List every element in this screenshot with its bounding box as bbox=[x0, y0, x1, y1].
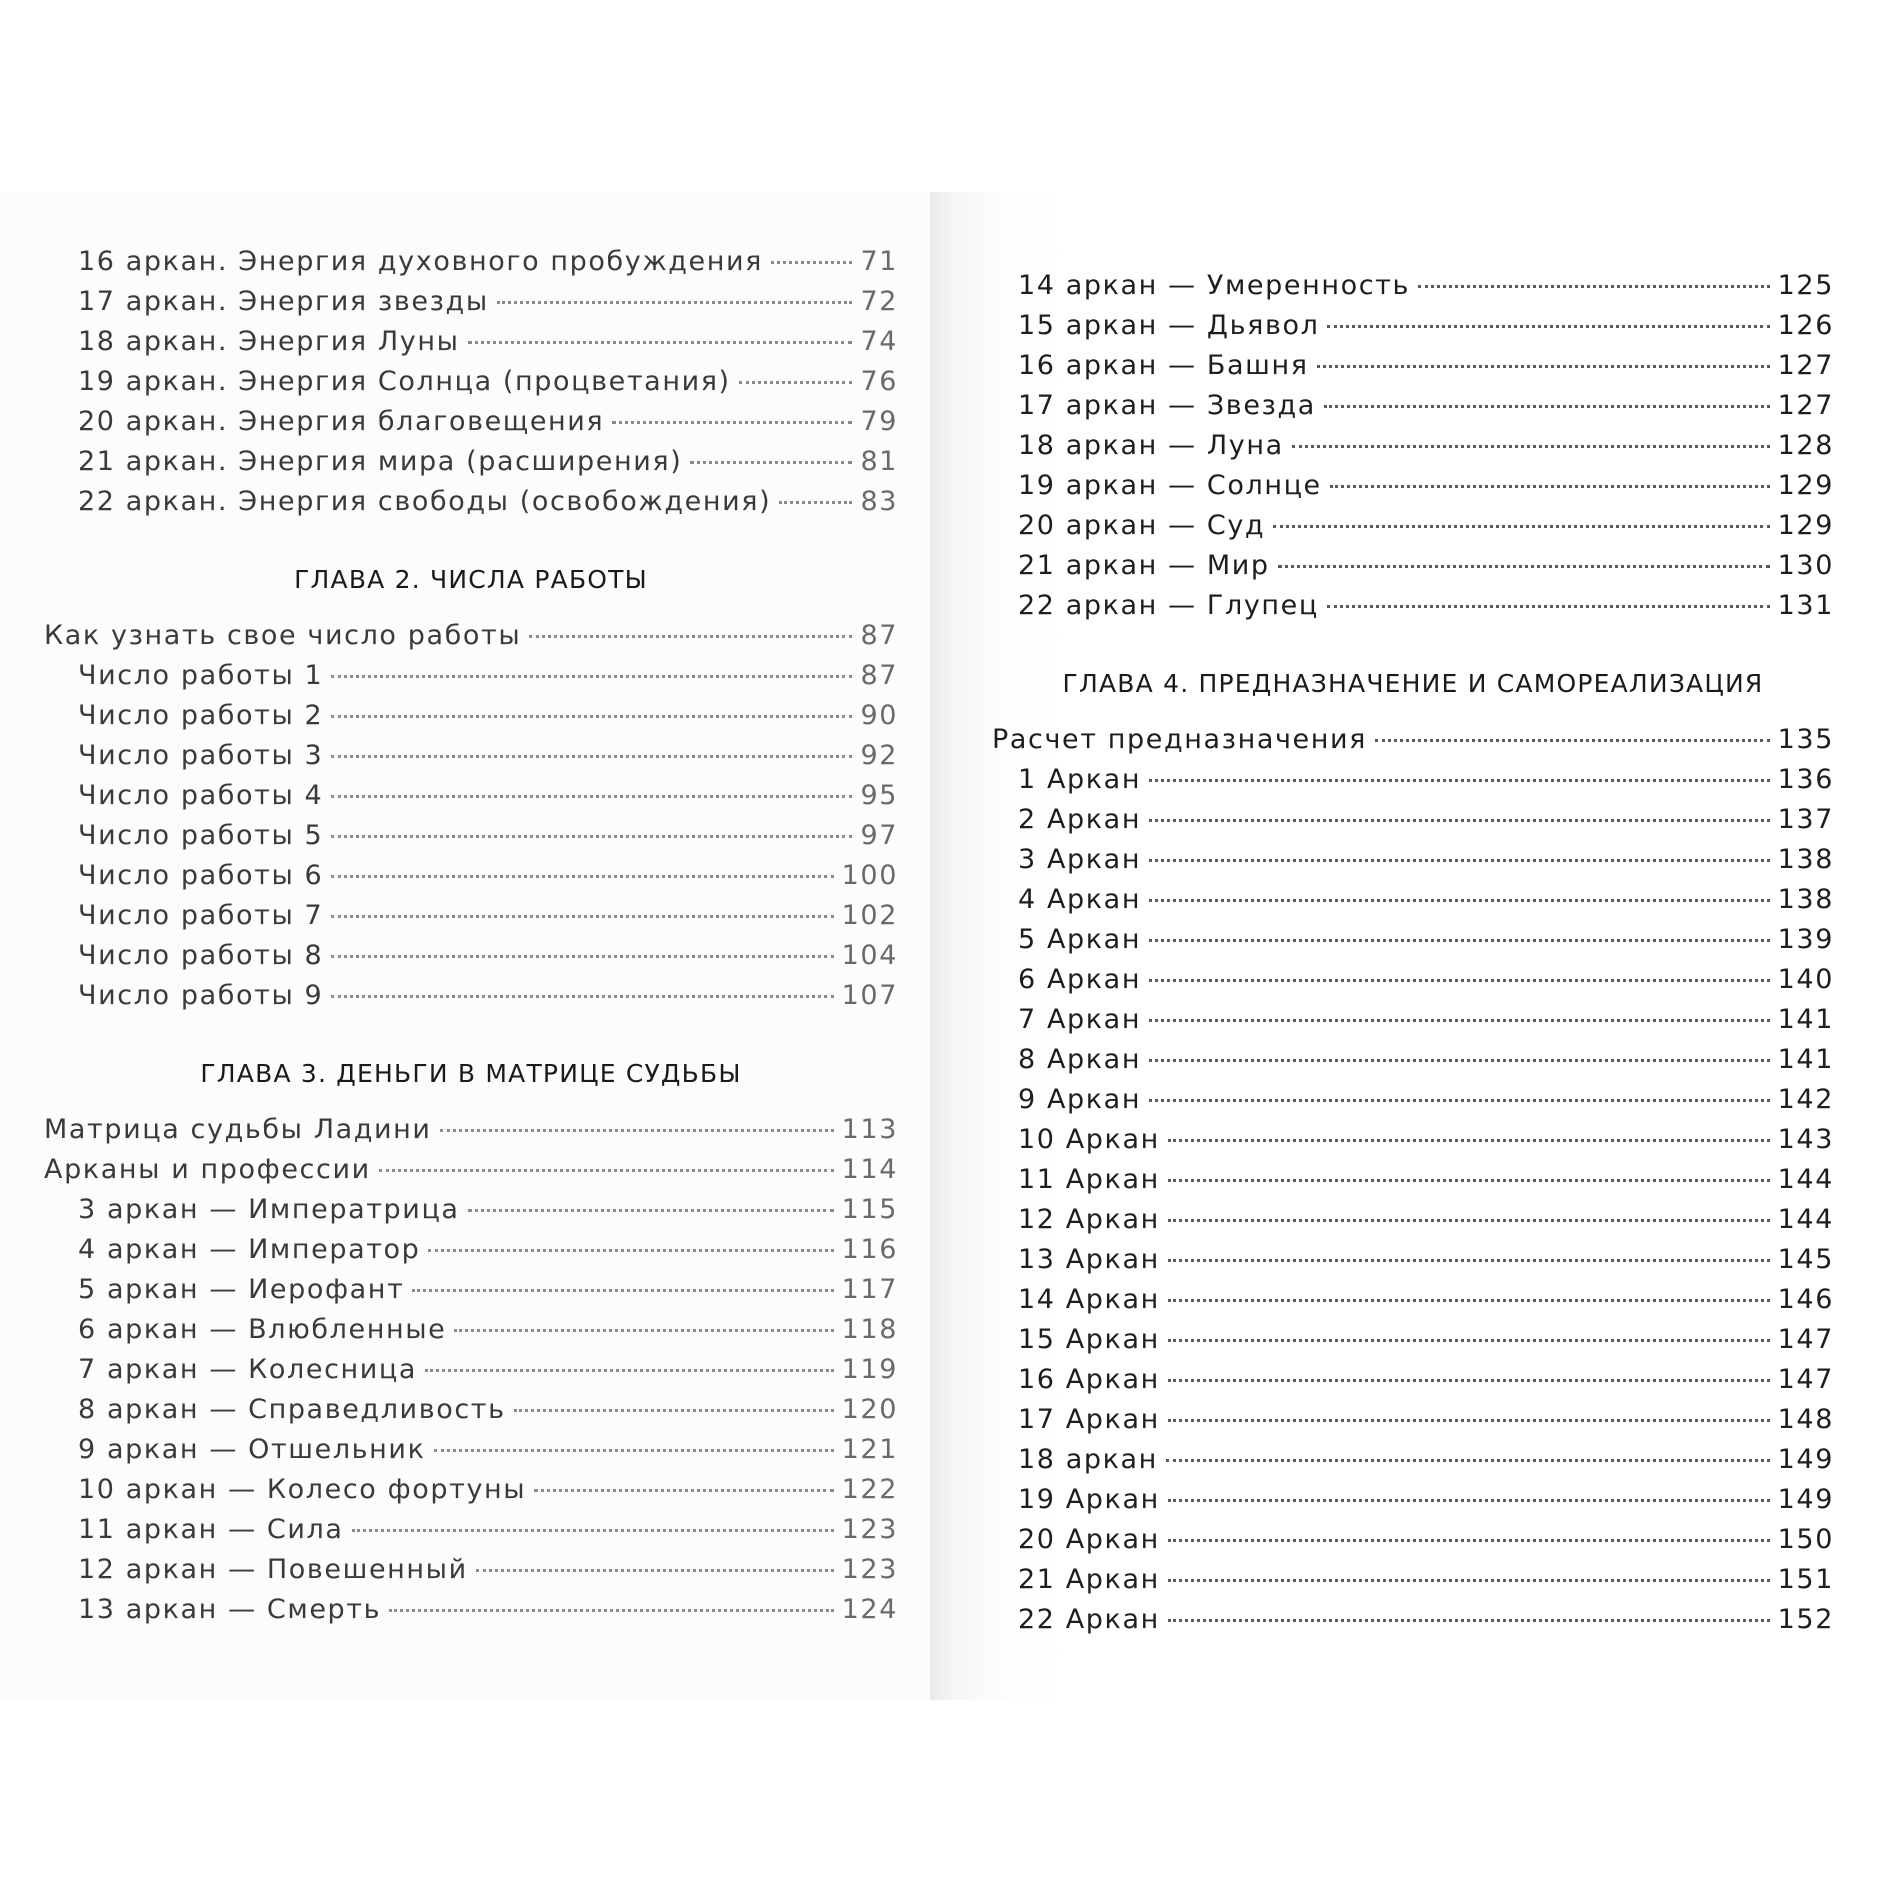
toc-entry-title: 15 Аркан bbox=[1018, 1324, 1160, 1355]
toc-entry-title: Число работы 9 bbox=[78, 980, 324, 1011]
dot-leader bbox=[1166, 1459, 1770, 1462]
toc-entry-page-number: 122 bbox=[841, 1474, 898, 1505]
toc-entry-page-number: 131 bbox=[1777, 590, 1834, 621]
dot-leader bbox=[1273, 525, 1769, 528]
dot-leader bbox=[1149, 859, 1770, 862]
toc-entry[interactable] bbox=[44, 1194, 898, 1234]
toc-entry-title: 1 Аркан bbox=[1018, 764, 1142, 795]
toc-entry-page-number: 149 bbox=[1777, 1484, 1834, 1515]
toc-entry-title: Число работы 7 bbox=[78, 900, 324, 931]
toc-entry-page-number: 138 bbox=[1777, 884, 1834, 915]
toc-entry-page-number: 121 bbox=[841, 1434, 898, 1465]
toc-entry-page-number: 79 bbox=[860, 406, 898, 437]
toc-entry[interactable] bbox=[44, 900, 898, 940]
dot-leader bbox=[389, 1609, 834, 1612]
dot-leader bbox=[534, 1489, 833, 1492]
toc-entry[interactable] bbox=[992, 804, 1834, 844]
dot-leader bbox=[1168, 1339, 1770, 1342]
toc-entry-page-number: 146 bbox=[1777, 1284, 1834, 1315]
toc-entry[interactable] bbox=[992, 350, 1834, 390]
toc-entry-page-number: 113 bbox=[841, 1114, 898, 1145]
toc-entry[interactable] bbox=[44, 740, 898, 780]
toc-entry[interactable] bbox=[44, 1554, 898, 1594]
toc-entry-title: 12 Аркан bbox=[1018, 1204, 1160, 1235]
toc-entry-page-number: 107 bbox=[841, 980, 898, 1011]
toc-entry-page-number: 147 bbox=[1777, 1364, 1834, 1395]
toc-entry[interactable] bbox=[44, 1514, 898, 1554]
toc-entry-title: 13 аркан — Смерть bbox=[78, 1594, 382, 1625]
toc-entry[interactable] bbox=[992, 1004, 1834, 1044]
dot-leader bbox=[771, 261, 852, 264]
toc-entry-page-number: 140 bbox=[1777, 964, 1834, 995]
toc-entry-page-number: 145 bbox=[1777, 1244, 1834, 1275]
toc-entry-title: 16 аркан. Энергия духовного пробуждения bbox=[78, 246, 764, 277]
toc-entry[interactable] bbox=[44, 620, 898, 660]
toc-entry-title: 12 аркан — Повешенный bbox=[78, 1554, 468, 1585]
toc-entry-page-number: 119 bbox=[841, 1354, 898, 1385]
toc-entry[interactable] bbox=[44, 1394, 898, 1434]
toc-entry-title: 11 аркан — Сила bbox=[78, 1514, 344, 1545]
dot-leader bbox=[1168, 1539, 1770, 1542]
dot-leader bbox=[476, 1569, 834, 1572]
dot-leader bbox=[779, 501, 852, 504]
toc-entry-page-number: 71 bbox=[860, 246, 898, 277]
toc-entry-page-number: 138 bbox=[1777, 844, 1834, 875]
toc-section-arcana-energies bbox=[44, 246, 898, 526]
toc-entry[interactable] bbox=[992, 510, 1834, 550]
toc-entry-title: 18 аркан. Энергия Луны bbox=[78, 326, 460, 357]
toc-entry[interactable] bbox=[992, 1444, 1834, 1484]
toc-entry[interactable] bbox=[992, 1044, 1834, 1084]
dot-leader bbox=[1149, 819, 1770, 822]
toc-entry-page-number: 72 bbox=[860, 286, 898, 317]
toc-entry-title: 2 Аркан bbox=[1018, 804, 1142, 835]
toc-entry-page-number: 148 bbox=[1777, 1404, 1834, 1435]
toc-entry-title: 16 Аркан bbox=[1018, 1364, 1160, 1395]
dot-leader bbox=[331, 795, 852, 798]
toc-entry-title: 8 Аркан bbox=[1018, 1044, 1142, 1075]
toc-entry[interactable] bbox=[992, 884, 1834, 924]
toc-entry[interactable] bbox=[992, 550, 1834, 590]
toc-entry-page-number: 137 bbox=[1777, 804, 1834, 835]
dot-leader bbox=[1168, 1579, 1770, 1582]
toc-entry-page-number: 139 bbox=[1777, 924, 1834, 955]
dot-leader bbox=[1149, 939, 1770, 942]
toc-entry-title: Как узнать свое число работы bbox=[44, 620, 522, 651]
toc-entry[interactable] bbox=[992, 310, 1834, 350]
toc-entry[interactable] bbox=[44, 246, 898, 286]
toc-entry-page-number: 149 bbox=[1777, 1444, 1834, 1475]
toc-entry[interactable] bbox=[992, 1204, 1834, 1244]
dot-leader bbox=[612, 421, 852, 424]
toc-entry[interactable] bbox=[44, 366, 898, 406]
toc-entry-title: Число работы 5 bbox=[78, 820, 324, 851]
dot-leader bbox=[1330, 485, 1770, 488]
dot-leader bbox=[468, 1209, 834, 1212]
toc-entry-title: 6 Аркан bbox=[1018, 964, 1142, 995]
toc-entry[interactable] bbox=[992, 1364, 1834, 1404]
toc-entry[interactable] bbox=[44, 1314, 898, 1354]
toc-entry[interactable] bbox=[44, 406, 898, 446]
dot-leader bbox=[1149, 899, 1770, 902]
toc-entry[interactable] bbox=[44, 1114, 898, 1154]
toc-entry[interactable] bbox=[992, 270, 1834, 310]
toc-entry[interactable] bbox=[44, 700, 898, 740]
toc-entry[interactable] bbox=[44, 820, 898, 860]
toc-entry[interactable] bbox=[44, 1274, 898, 1314]
toc-entry-page-number: 152 bbox=[1777, 1604, 1834, 1635]
toc-entry[interactable] bbox=[44, 660, 898, 700]
dot-leader bbox=[331, 675, 852, 678]
toc-entry-page-number: 87 bbox=[860, 620, 898, 651]
dot-leader bbox=[1324, 405, 1770, 408]
toc-section-chapter-2 bbox=[44, 620, 898, 1020]
toc-entry[interactable] bbox=[992, 1284, 1834, 1324]
toc-entry-title: 3 аркан — Императрица bbox=[78, 1194, 460, 1225]
toc-entry-page-number: 74 bbox=[860, 326, 898, 357]
toc-entry-page-number: 104 bbox=[841, 940, 898, 971]
toc-entry[interactable] bbox=[992, 964, 1834, 1004]
dot-leader bbox=[454, 1329, 833, 1332]
toc-entry-page-number: 141 bbox=[1777, 1044, 1834, 1075]
toc-entry-title: Число работы 6 bbox=[78, 860, 324, 891]
toc-entry-title: 21 Аркан bbox=[1018, 1564, 1160, 1595]
toc-entry-title: Число работы 8 bbox=[78, 940, 324, 971]
toc-entry-title: 3 Аркан bbox=[1018, 844, 1142, 875]
toc-entry-page-number: 128 bbox=[1777, 430, 1834, 461]
toc-entry[interactable] bbox=[992, 764, 1834, 804]
toc-entry-page-number: 142 bbox=[1777, 1084, 1834, 1115]
dot-leader bbox=[1168, 1219, 1770, 1222]
chapter-4-heading: ГЛАВА 4. ПРЕДНАЗНАЧЕНИЕ И САМОРЕАЛИЗАЦИЯ bbox=[1062, 669, 1764, 698]
toc-section-chapter-3 bbox=[44, 1114, 898, 1634]
dot-leader bbox=[529, 635, 852, 638]
toc-entry-page-number: 136 bbox=[1777, 764, 1834, 795]
toc-entry-page-number: 125 bbox=[1777, 270, 1834, 301]
toc-entry-page-number: 127 bbox=[1777, 350, 1834, 381]
dot-leader bbox=[1168, 1259, 1770, 1262]
toc-entry-page-number: 124 bbox=[841, 1594, 898, 1625]
toc-entry-page-number: 115 bbox=[841, 1194, 898, 1225]
toc-entry-page-number: 130 bbox=[1777, 550, 1834, 581]
toc-entry-title: 21 аркан. Энергия мира (расширения) bbox=[78, 446, 683, 477]
toc-entry-title: 9 аркан — Отшельник bbox=[78, 1434, 426, 1465]
toc-entry-title: Матрица судьбы Ладини bbox=[44, 1114, 432, 1145]
toc-entry-title: 4 Аркан bbox=[1018, 884, 1142, 915]
toc-entry-page-number: 100 bbox=[841, 860, 898, 891]
toc-entry[interactable] bbox=[44, 780, 898, 820]
toc-entry[interactable] bbox=[44, 1354, 898, 1394]
dot-leader bbox=[1149, 1059, 1770, 1062]
toc-entry[interactable] bbox=[992, 924, 1834, 964]
dot-leader bbox=[1292, 445, 1770, 448]
toc-right-page bbox=[930, 192, 1860, 1700]
toc-entry-title: 20 аркан — Суд bbox=[1018, 510, 1266, 541]
dot-leader bbox=[331, 955, 833, 958]
toc-entry-page-number: 141 bbox=[1777, 1004, 1834, 1035]
toc-entry-title: 17 аркан. Энергия звезды bbox=[78, 286, 489, 317]
toc-entry[interactable] bbox=[44, 980, 898, 1020]
toc-entry[interactable] bbox=[44, 1594, 898, 1634]
dot-leader bbox=[412, 1289, 833, 1292]
chapter-3-heading: ГЛАВА 3. ДЕНЬГИ В МАТРИЦЕ СУДЬБЫ bbox=[200, 1059, 742, 1088]
toc-entry-page-number: 135 bbox=[1777, 724, 1834, 755]
toc-entry-title: 9 Аркан bbox=[1018, 1084, 1142, 1115]
toc-entry-page-number: 95 bbox=[860, 780, 898, 811]
dot-leader bbox=[1278, 565, 1770, 568]
toc-entry[interactable] bbox=[992, 1084, 1834, 1124]
toc-entry-title: 18 аркан — Луна bbox=[1018, 430, 1284, 461]
dot-leader bbox=[352, 1529, 834, 1532]
toc-entry-page-number: 127 bbox=[1777, 390, 1834, 421]
toc-entry-title: 17 аркан — Звезда bbox=[1018, 390, 1316, 421]
toc-entry[interactable] bbox=[992, 590, 1834, 630]
toc-entry-page-number: 151 bbox=[1777, 1564, 1834, 1595]
dot-leader bbox=[379, 1169, 834, 1172]
toc-entry-title: Число работы 2 bbox=[78, 700, 324, 731]
dot-leader bbox=[1149, 1019, 1770, 1022]
toc-entry[interactable] bbox=[44, 486, 898, 526]
toc-entry-page-number: 97 bbox=[860, 820, 898, 851]
toc-entry[interactable] bbox=[44, 1154, 898, 1194]
toc-entry[interactable] bbox=[992, 470, 1834, 510]
toc-entry-title: 7 Аркан bbox=[1018, 1004, 1142, 1035]
toc-entry-title: 20 Аркан bbox=[1018, 1524, 1160, 1555]
dot-leader bbox=[1168, 1379, 1770, 1382]
toc-entry-title: 8 аркан — Справедливость bbox=[78, 1394, 506, 1425]
dot-leader bbox=[1327, 605, 1770, 608]
toc-entry[interactable] bbox=[992, 1524, 1834, 1564]
toc-entry-page-number: 144 bbox=[1777, 1204, 1834, 1235]
dot-leader bbox=[331, 715, 852, 718]
toc-entry-page-number: 144 bbox=[1777, 1164, 1834, 1195]
toc-entry-page-number: 143 bbox=[1777, 1124, 1834, 1155]
toc-entry-title: 19 Аркан bbox=[1018, 1484, 1160, 1515]
toc-entry-title: 14 аркан — Умеренность bbox=[1018, 270, 1410, 301]
dot-leader bbox=[1149, 1099, 1770, 1102]
toc-entry-page-number: 117 bbox=[841, 1274, 898, 1305]
toc-entry-page-number: 129 bbox=[1777, 470, 1834, 501]
dot-leader bbox=[1317, 365, 1770, 368]
toc-section-chapter-4 bbox=[992, 724, 1834, 1644]
toc-entry-title: 22 Аркан bbox=[1018, 1604, 1160, 1635]
toc-entry[interactable] bbox=[992, 1124, 1834, 1164]
toc-entry[interactable] bbox=[44, 940, 898, 980]
toc-entry-title: 18 аркан bbox=[1018, 1444, 1158, 1475]
dot-leader bbox=[514, 1409, 834, 1412]
dot-leader bbox=[1327, 325, 1769, 328]
dot-leader bbox=[1418, 285, 1770, 288]
toc-entry[interactable] bbox=[992, 1164, 1834, 1204]
toc-entry[interactable] bbox=[44, 1434, 898, 1474]
toc-entry-title: 21 аркан — Мир bbox=[1018, 550, 1270, 581]
toc-entry-title: 4 аркан — Император bbox=[78, 1234, 421, 1265]
toc-entry-page-number: 150 bbox=[1777, 1524, 1834, 1555]
toc-entry-title: 10 Аркан bbox=[1018, 1124, 1160, 1155]
toc-entry-title: 5 аркан — Иерофант bbox=[78, 1274, 405, 1305]
dot-leader bbox=[425, 1369, 834, 1372]
dot-leader bbox=[1149, 779, 1770, 782]
dot-leader bbox=[1168, 1419, 1770, 1422]
toc-entry-title: Арканы и профессии bbox=[44, 1154, 371, 1185]
toc-entry[interactable] bbox=[992, 1604, 1834, 1644]
toc-entry-title: 20 аркан. Энергия благовещения bbox=[78, 406, 605, 437]
toc-entry[interactable] bbox=[44, 1234, 898, 1274]
dot-leader bbox=[331, 835, 852, 838]
toc-entry-page-number: 81 bbox=[860, 446, 898, 477]
toc-entry-title: Число работы 1 bbox=[78, 660, 324, 691]
toc-entry[interactable] bbox=[992, 1484, 1834, 1524]
dot-leader bbox=[1168, 1299, 1770, 1302]
toc-entry-page-number: 123 bbox=[841, 1554, 898, 1585]
toc-entry-title: Число работы 3 bbox=[78, 740, 324, 771]
toc-entry-title: 7 аркан — Колесница bbox=[78, 1354, 418, 1385]
toc-entry-title: 6 аркан — Влюбленные bbox=[78, 1314, 447, 1345]
toc-entry-title: 22 аркан — Глупец bbox=[1018, 590, 1319, 621]
toc-entry[interactable] bbox=[44, 326, 898, 366]
toc-entry-title: 10 аркан — Колесо фортуны bbox=[78, 1474, 527, 1505]
toc-entry-title: 22 аркан. Энергия свободы (освобождения) bbox=[78, 486, 772, 517]
toc-section-chapter-3-continued bbox=[992, 270, 1834, 630]
toc-entry-title: 19 аркан. Энергия Солнца (процветания) bbox=[78, 366, 731, 397]
toc-entry[interactable] bbox=[44, 446, 898, 486]
toc-entry-title: 16 аркан — Башня bbox=[1018, 350, 1309, 381]
toc-entry-page-number: 83 bbox=[860, 486, 898, 517]
toc-entry-title: 14 Аркан bbox=[1018, 1284, 1160, 1315]
dot-leader bbox=[497, 301, 853, 304]
dot-leader bbox=[428, 1249, 833, 1252]
dot-leader bbox=[331, 995, 833, 998]
dot-leader bbox=[440, 1129, 834, 1132]
dot-leader bbox=[1149, 979, 1770, 982]
toc-entry-page-number: 123 bbox=[841, 1514, 898, 1545]
toc-entry-title: 13 Аркан bbox=[1018, 1244, 1160, 1275]
toc-entry-title: Расчет предназначения bbox=[992, 724, 1367, 755]
dot-leader bbox=[690, 461, 852, 464]
dot-leader bbox=[1168, 1139, 1770, 1142]
dot-leader bbox=[434, 1449, 834, 1452]
toc-entry[interactable] bbox=[44, 1474, 898, 1514]
dot-leader bbox=[331, 915, 833, 918]
toc-entry-page-number: 76 bbox=[860, 366, 898, 397]
toc-left-page bbox=[0, 192, 930, 1700]
toc-entry-page-number: 92 bbox=[860, 740, 898, 771]
toc-entry[interactable] bbox=[992, 1404, 1834, 1444]
toc-entry-title: 15 аркан — Дьявол bbox=[1018, 310, 1320, 341]
toc-entry-page-number: 116 bbox=[841, 1234, 898, 1265]
toc-entry-title: 19 аркан — Солнце bbox=[1018, 470, 1322, 501]
toc-entry-page-number: 114 bbox=[841, 1154, 898, 1185]
toc-entry[interactable] bbox=[992, 844, 1834, 884]
toc-entry-page-number: 90 bbox=[860, 700, 898, 731]
toc-entry-page-number: 120 bbox=[841, 1394, 898, 1425]
toc-entry[interactable] bbox=[992, 1564, 1834, 1604]
toc-entry-title: Число работы 4 bbox=[78, 780, 324, 811]
toc-entry-page-number: 118 bbox=[841, 1314, 898, 1345]
chapter-2-heading: ГЛАВА 2. ЧИСЛА РАБОТЫ bbox=[294, 565, 648, 594]
dot-leader bbox=[1168, 1499, 1770, 1502]
toc-entry-page-number: 102 bbox=[841, 900, 898, 931]
dot-leader bbox=[1168, 1619, 1770, 1622]
toc-entry-page-number: 87 bbox=[860, 660, 898, 691]
toc-entry[interactable] bbox=[44, 286, 898, 326]
dot-leader bbox=[1168, 1179, 1770, 1182]
toc-entry-page-number: 147 bbox=[1777, 1324, 1834, 1355]
toc-entry-page-number: 126 bbox=[1777, 310, 1834, 341]
toc-entry[interactable] bbox=[992, 724, 1834, 764]
toc-entry-title: 17 Аркан bbox=[1018, 1404, 1160, 1435]
dot-leader bbox=[468, 341, 853, 344]
dot-leader bbox=[331, 755, 852, 758]
toc-entry-title: 11 Аркан bbox=[1018, 1164, 1160, 1195]
dot-leader bbox=[739, 381, 853, 384]
toc-entry[interactable] bbox=[992, 390, 1834, 430]
toc-entry[interactable] bbox=[992, 1244, 1834, 1284]
toc-entry[interactable] bbox=[44, 860, 898, 900]
toc-entry-page-number: 129 bbox=[1777, 510, 1834, 541]
toc-entry[interactable] bbox=[992, 430, 1834, 470]
dot-leader bbox=[1375, 739, 1770, 742]
toc-entry[interactable] bbox=[992, 1324, 1834, 1364]
dot-leader bbox=[331, 875, 833, 878]
toc-entry-title: 5 Аркан bbox=[1018, 924, 1142, 955]
